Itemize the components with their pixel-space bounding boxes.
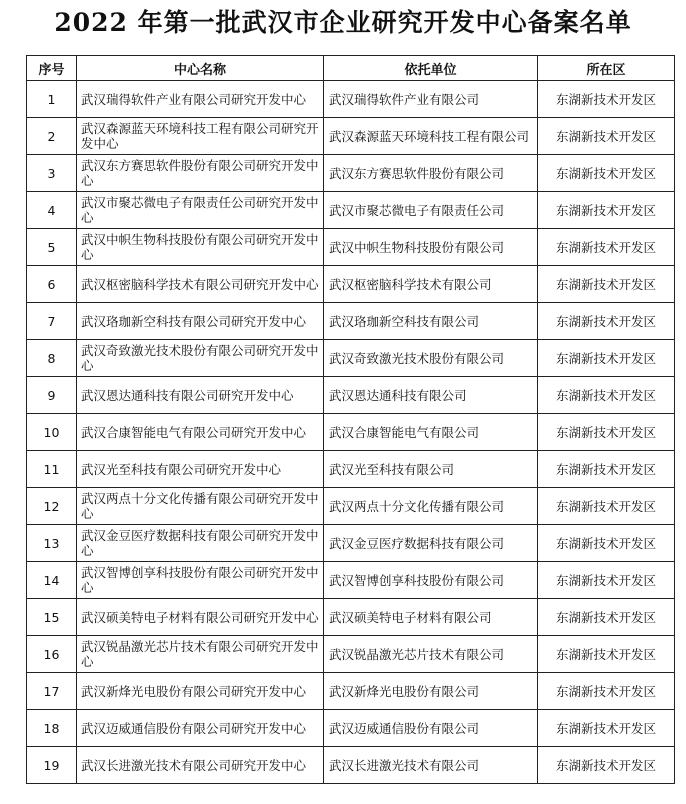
host-organization-cell: 武汉珞珈新空科技有限公司	[324, 303, 538, 340]
host-organization-cell: 武汉两点十分文化传播有限公司	[324, 488, 538, 525]
district-cell: 东湖新技术开发区	[538, 81, 675, 118]
serial-number-cell: 10	[27, 414, 77, 451]
document-title: 2022 年第一批武汉市企业研究开发中心备案名单	[54, 8, 632, 37]
header-serial-number: 序号	[27, 56, 77, 81]
serial-number-cell: 17	[27, 673, 77, 710]
header-host-organization: 依托单位	[324, 56, 538, 81]
center-name-cell: 武汉瑞得软件产业有限公司研究开发中心	[77, 81, 324, 118]
district-cell: 东湖新技术开发区	[538, 266, 675, 303]
district-cell: 东湖新技术开发区	[538, 673, 675, 710]
table-row	[27, 599, 675, 636]
host-organization-cell: 武汉奇致激光技术股份有限公司	[324, 340, 538, 377]
table-header-row	[27, 56, 675, 81]
district-cell: 东湖新技术开发区	[538, 562, 675, 599]
table-row	[27, 155, 675, 192]
host-organization-cell: 武汉智博创享科技股份有限公司	[324, 562, 538, 599]
host-organization-cell: 武汉新烽光电股份有限公司	[324, 673, 538, 710]
serial-number-cell: 7	[27, 303, 77, 340]
serial-number-cell: 9	[27, 377, 77, 414]
district-cell: 东湖新技术开发区	[538, 710, 675, 747]
center-name-cell: 武汉森源蓝天环境科技工程有限公司研究开发中心	[77, 118, 324, 155]
serial-number-cell: 5	[27, 229, 77, 266]
center-name-cell: 武汉合康智能电气有限公司研究开发中心	[77, 414, 324, 451]
district-cell: 东湖新技术开发区	[538, 525, 675, 562]
district-cell: 东湖新技术开发区	[538, 340, 675, 377]
district-cell: 东湖新技术开发区	[538, 488, 675, 525]
serial-number-cell: 4	[27, 192, 77, 229]
district-cell: 东湖新技术开发区	[538, 155, 675, 192]
table-row	[27, 81, 675, 118]
serial-number-cell: 12	[27, 488, 77, 525]
host-organization-cell: 武汉金豆医疗数据科技有限公司	[324, 525, 538, 562]
host-organization-cell: 武汉东方赛思软件股份有限公司	[324, 155, 538, 192]
host-organization-cell: 武汉瑞得软件产业有限公司	[324, 81, 538, 118]
host-organization-cell: 武汉森源蓝天环境科技工程有限公司	[324, 118, 538, 155]
center-name-cell: 武汉东方赛思软件股份有限公司研究开发中心	[77, 155, 324, 192]
serial-number-cell: 18	[27, 710, 77, 747]
table-row	[27, 525, 675, 562]
district-cell: 东湖新技术开发区	[538, 747, 675, 784]
serial-number-cell: 15	[27, 599, 77, 636]
district-cell: 东湖新技术开发区	[538, 636, 675, 673]
center-name-cell: 武汉珞珈新空科技有限公司研究开发中心	[77, 303, 324, 340]
center-name-cell: 武汉光至科技有限公司研究开发中心	[77, 451, 324, 488]
host-organization-cell: 武汉合康智能电气有限公司	[324, 414, 538, 451]
host-organization-cell: 武汉锐晶激光芯片技术有限公司	[324, 636, 538, 673]
host-organization-cell: 武汉光至科技有限公司	[324, 451, 538, 488]
serial-number-cell: 1	[27, 81, 77, 118]
center-name-cell: 武汉锐晶激光芯片技术有限公司研究开发中心	[77, 636, 324, 673]
table-row	[27, 266, 675, 303]
district-cell: 东湖新技术开发区	[538, 599, 675, 636]
serial-number-cell: 13	[27, 525, 77, 562]
center-name-cell: 武汉硕美特电子材料有限公司研究开发中心	[77, 599, 324, 636]
table-row	[27, 488, 675, 525]
district-cell: 东湖新技术开发区	[538, 451, 675, 488]
serial-number-cell: 14	[27, 562, 77, 599]
table-row	[27, 118, 675, 155]
table-row	[27, 673, 675, 710]
center-name-cell: 武汉迈威通信股份有限公司研究开发中心	[77, 710, 324, 747]
host-organization-cell: 武汉恩达通科技有限公司	[324, 377, 538, 414]
center-name-cell: 武汉长进激光技术有限公司研究开发中心	[77, 747, 324, 784]
district-cell: 东湖新技术开发区	[538, 118, 675, 155]
host-organization-cell: 武汉长进激光技术有限公司	[324, 747, 538, 784]
header-district: 所在区	[538, 56, 675, 81]
host-organization-cell: 武汉中帜生物科技股份有限公司	[324, 229, 538, 266]
table-row	[27, 636, 675, 673]
serial-number-cell: 8	[27, 340, 77, 377]
table-row	[27, 451, 675, 488]
serial-number-cell: 3	[27, 155, 77, 192]
table-row	[27, 340, 675, 377]
host-organization-cell: 武汉枢密脑科学技术有限公司	[324, 266, 538, 303]
host-organization-cell: 武汉市聚芯微电子有限责任公司	[324, 192, 538, 229]
table-row	[27, 710, 675, 747]
serial-number-cell: 16	[27, 636, 77, 673]
center-name-cell: 武汉市聚芯微电子有限责任公司研究开发中心	[77, 192, 324, 229]
table-row	[27, 303, 675, 340]
table-row	[27, 377, 675, 414]
serial-number-cell: 6	[27, 266, 77, 303]
district-cell: 东湖新技术开发区	[538, 377, 675, 414]
district-cell: 东湖新技术开发区	[538, 229, 675, 266]
host-organization-cell: 武汉硕美特电子材料有限公司	[324, 599, 538, 636]
center-name-cell: 武汉智博创享科技股份有限公司研究开发中心	[77, 562, 324, 599]
table-row	[27, 747, 675, 784]
center-name-cell: 武汉金豆医疗数据科技有限公司研究开发中心	[77, 525, 324, 562]
center-name-cell: 武汉新烽光电股份有限公司研究开发中心	[77, 673, 324, 710]
center-name-cell: 武汉奇致激光技术股份有限公司研究开发中心	[77, 340, 324, 377]
header-center-name: 中心名称	[77, 56, 324, 81]
district-cell: 东湖新技术开发区	[538, 303, 675, 340]
serial-number-cell: 19	[27, 747, 77, 784]
serial-number-cell: 2	[27, 118, 77, 155]
center-name-cell: 武汉枢密脑科学技术有限公司研究开发中心	[77, 266, 324, 303]
table-row	[27, 562, 675, 599]
center-name-cell: 武汉中帜生物科技股份有限公司研究开发中心	[77, 229, 324, 266]
center-name-cell: 武汉恩达通科技有限公司研究开发中心	[77, 377, 324, 414]
center-name-cell: 武汉两点十分文化传播有限公司研究开发中心	[77, 488, 324, 525]
district-cell: 东湖新技术开发区	[538, 192, 675, 229]
table-row	[27, 229, 675, 266]
district-cell: 东湖新技术开发区	[538, 414, 675, 451]
table-row	[27, 192, 675, 229]
registration-table	[26, 55, 675, 784]
host-organization-cell: 武汉迈威通信股份有限公司	[324, 710, 538, 747]
table-row	[27, 414, 675, 451]
serial-number-cell: 11	[27, 451, 77, 488]
